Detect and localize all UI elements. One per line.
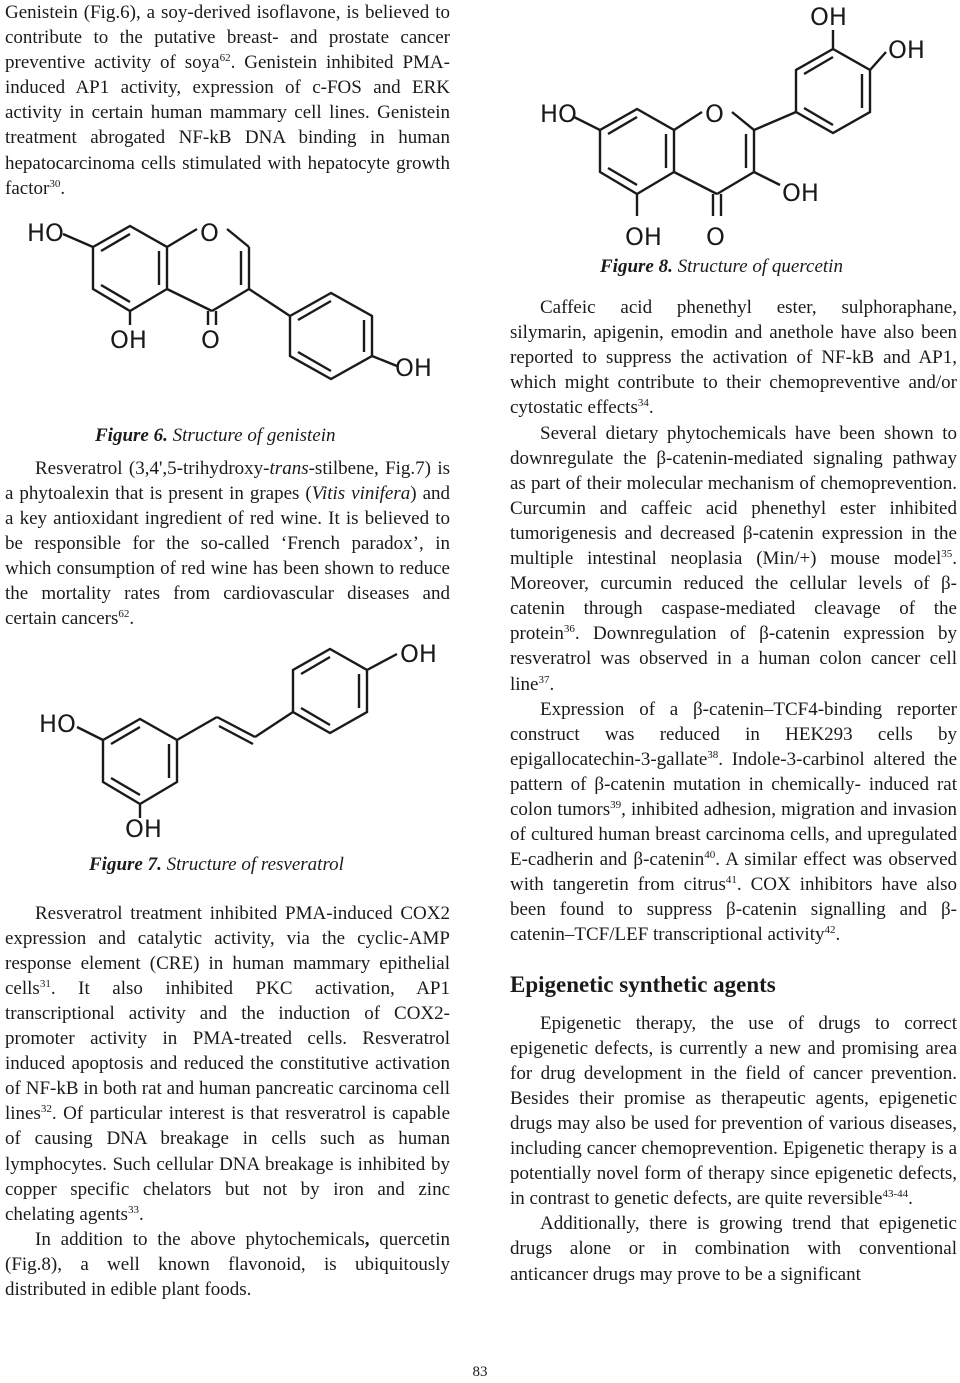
label-oh: OH <box>810 3 847 31</box>
label-ho: HO <box>540 100 577 128</box>
page-number: 83 <box>472 1364 488 1380</box>
section-heading: Epigenetic synthetic agents <box>510 971 776 997</box>
label-oh: OH <box>395 353 432 382</box>
label-oh: OH <box>782 179 819 207</box>
right-column <box>510 0 957 1287</box>
paragraph-epigenetic-therapy: Epigenetic therapy, the use of drugs to correct epigenetic defects, is currently a new and promising area for drug development in the field of cancer prevention. Besides their promise as therapeutic agents, epigenetic drugs may also be used for prevention of various diseases, including cancer chemoprevention. Epigenetic therapy is a potentially novel form of therapy since epigenetic defects, in contrast to genetic defects, are quite reversible$^{43-44}$. <box>510 1012 957 1210</box>
paragraph-beta-catenin: Several dietary phytochemicals have been shown to downregulate the β-catenin-mediated signaling pathway as part of their molecular mechanism of chemoprevention. Curcumin and caffeic acid phenethyl ester inhibited tumorigenesis and decreased β-catenin expression in the multiple intestinal neoplasia (Min/+) mouse model$^{35}$. Moreover, curcumin reduced the cellular levels of β-catenin through caspase-mediated cleavage of the protein$^{36}$. Downregulation of β-catenin expression by resveratrol was observed in a human colon cancer cell line$^{37}$. <box>510 422 957 695</box>
label-ho: HO <box>27 218 64 247</box>
figure-7-caption: Figure 7. Structure of resveratrol <box>89 853 344 875</box>
quercetin-structure <box>510 0 957 250</box>
figure-8-caption: Figure 8. Structure of quercetin <box>600 256 843 277</box>
paragraph-genistein: Genistein (Fig.6), a soy-derived isoflavone, is believed to contribute to the putative breast- and prostate cancer preventive activity of soya$^{62}$. Genistein inhibited PMA-induced AP1 activity, expression of c-FOS and ERK activity in certain human mammary cell lines. Genistein treatment abrogated NF-kB DNA binding in human hepatocarcinoma cells stimulated with hepatocyte growth factor$^{30}$. <box>5 2 450 199</box>
label-o: O <box>706 223 725 250</box>
resveratrol-structure <box>5 632 450 852</box>
paragraph-resveratrol-treatment: Resveratrol treatment inhibited PMA-induced COX2 expression and catalytic activity, via the cyclic-AMP response element (CRE) in human mammary epithelial cells$^{31}$. It also inhibited PKC activation, AP1 transcriptional activity and the induction of COX2-promoter activity in PMA-treated cells. Resveratrol induced apoptosis and reduced the constitutive activation of NF-kB in both rat and human pancreatic carcinoma cell lines$^{32}$. Of particular interest is that resveratrol is capable of causing DNA breakage in cells such as human lymphocytes. Such cellular DNA breakage is inhibited by copper specific chelators but not by iron and zinc chelating agents$^{33}$. <box>5 902 450 1225</box>
left-column <box>5 0 450 1302</box>
label-oh: OH <box>625 223 662 250</box>
genistein-structure <box>5 201 450 423</box>
paragraph-quercetin-intro: In addition to the above phytochemicals, quercetin (Fig.8), a well known flavonoid, is ubiquitously distributed in edible plant foods. <box>5 1228 450 1300</box>
label-oh: OH <box>400 639 437 668</box>
label-oh: OH <box>888 36 925 64</box>
label-ho: HO <box>39 709 76 738</box>
paragraph-caffeic-acid: Caffeic acid phenethyl ester, sulphoraphane, silymarin, apigenin, emodin and anethole have also been reported to suppress the activation of NF-kB and AP1, which might contribute to their chemopreventive and/or cytostatic effects$^{34}$. <box>510 297 957 419</box>
paragraph-tcf4-reporter: Expression of a β-catenin–TCF4-binding reporter construct was reduced in HEK293 cells by epigallocatechin-3-gallate$^{38}$. Indole-3-carbinol altered the pattern of β-catenin mutation in chemically- induced rat colon tumors$^{39}$, inhibited adhesion, migration and invasion of cultured human breast carcinoma cells, and upregulated E-cadherin and β-catenin$^{40}$. A similar effect was observed with tangeretin from citrus$^{41}$. COX inhibitors have also been found to suppress β-catenin signalling and β-catenin–TCF/LEF transcriptional activity$^{42}$. <box>510 698 958 946</box>
label-oh: OH <box>125 814 162 843</box>
paragraph-additionally: Additionally, there is growing trend that epigenetic drugs alone or in combination with conventional anticancer drugs may prove to be a significant <box>510 1213 957 1285</box>
figure-6-caption: Figure 6. Structure of genistein <box>95 424 336 446</box>
label-oh: OH <box>110 325 147 354</box>
label-o: O <box>705 100 724 128</box>
label-o: O <box>200 218 219 247</box>
label-o: O <box>201 325 220 354</box>
paragraph-resveratrol: Resveratrol (3,4',5-trihydroxy-trans-stilbene, Fig.7) is a phytoalexin that is present in grapes (Vitis vinifera) and a key antioxidant ingredient of red wine. It is believed to be responsible for the so-called ‘French paradox’, in which consumption of red wine has been shown to reduce the mortality rates from cardiovascular diseases and certain cancers$^{62}$. <box>5 457 451 630</box>
